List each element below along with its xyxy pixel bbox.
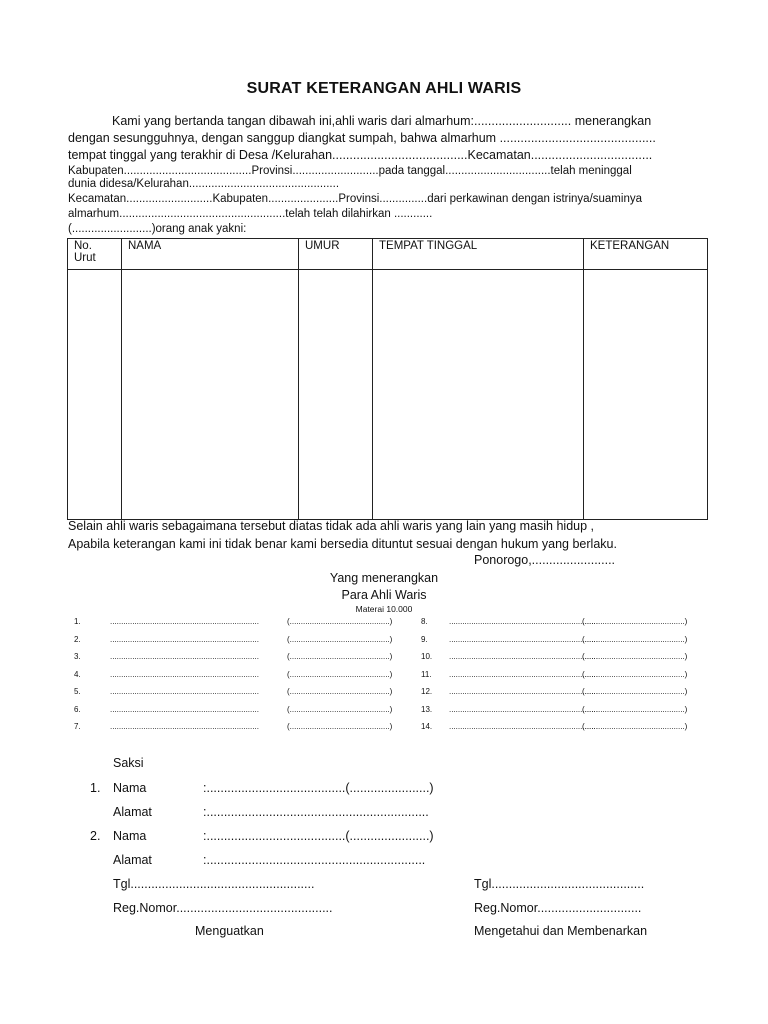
header-no-urut: No. Urut: [68, 239, 122, 270]
witness-2-nama-field[interactable]: :........................................(.......................): [203, 829, 434, 843]
witness-2-number: 2.: [90, 829, 101, 843]
intro-line-4: Kabupaten........................................Provinsi...........................pada tanggal.................................telah meninggal: [68, 165, 632, 177]
heir-number-9: 9.: [421, 634, 428, 644]
header-umur: UMUR: [299, 239, 373, 270]
heir-signature-field-2[interactable]: (.............................................): [287, 634, 393, 644]
header-nama: NAMA: [122, 239, 299, 270]
right-reg-nomor-field[interactable]: Reg.Nomor..............................: [474, 901, 642, 915]
heir-name-field-10[interactable]: ...................................................................: [449, 652, 598, 661]
heir-number-8: 8.: [421, 617, 428, 626]
heir-name-field-9[interactable]: ...................................................................: [449, 634, 598, 644]
witness-1-number: 1.: [90, 781, 101, 795]
header-tempat-tinggal: TEMPAT TINGGAL: [373, 239, 584, 270]
heir-number-14: 14.: [421, 722, 433, 731]
heir-signature-field-1[interactable]: (.............................................): [287, 617, 393, 626]
heir-signature-field-14[interactable]: (.............................................): [582, 722, 688, 731]
heir-number-5: 5.: [74, 687, 81, 696]
cell-no[interactable]: [68, 270, 122, 520]
heirs-table: [67, 238, 708, 520]
yang-menerangkan: Yang menerangkan: [329, 571, 439, 585]
cell-umur[interactable]: [299, 270, 373, 520]
menguatkan-caption: Menguatkan: [195, 924, 264, 938]
witness-1-nama-field[interactable]: :........................................(.......................): [203, 781, 434, 795]
heir-signature-field-3[interactable]: (.............................................): [287, 652, 393, 661]
intro-line-8: (.........................)orang anak yakni:: [68, 223, 247, 235]
heir-name-field-2[interactable]: ...................................................................: [110, 634, 259, 644]
table-body-row: [68, 270, 708, 520]
heir-name-field-12[interactable]: ...................................................................: [449, 687, 598, 696]
heir-name-field-3[interactable]: ...................................................................: [110, 652, 259, 661]
heir-name-field-7[interactable]: ...................................................................: [110, 722, 259, 731]
heir-name-field-1[interactable]: ...................................................................: [110, 617, 259, 626]
left-tgl-field[interactable]: Tgl.....................................................: [113, 877, 315, 891]
heir-name-field-4[interactable]: ...................................................................: [110, 669, 259, 679]
heir-number-3: 3.: [74, 652, 81, 661]
heir-number-2: 2.: [74, 634, 81, 644]
witness-1-alamat-label: Alamat: [113, 805, 152, 819]
cell-nama[interactable]: [122, 270, 299, 520]
heir-number-13: 13.: [421, 704, 433, 714]
heir-name-field-8[interactable]: ...................................................................: [449, 617, 598, 626]
heir-signature-field-10[interactable]: (.............................................): [582, 652, 688, 661]
heir-name-field-5[interactable]: ...................................................................: [110, 687, 259, 696]
materai-label: Materai 10.000: [355, 604, 413, 614]
mengetahui-caption: Mengetahui dan Membenarkan: [474, 924, 648, 938]
heir-number-4: 4.: [74, 669, 81, 679]
left-reg-nomor-field[interactable]: Reg.Nomor.............................................: [113, 901, 333, 915]
intro-line-7: almarhum....................................................telah telah dilahirkan ............: [68, 208, 433, 220]
heir-signature-field-11[interactable]: (.............................................): [582, 669, 688, 679]
intro-line-1: Kami yang bertanda tangan dibawah ini,ahli waris dari almarhum:............................ menerangkan: [112, 114, 652, 128]
heir-signature-field-8[interactable]: (.............................................): [582, 617, 688, 626]
witness-2-nama-label: Nama: [113, 829, 147, 843]
heir-signature-field-6[interactable]: (.............................................): [287, 704, 393, 714]
heir-signature-field-13[interactable]: (.............................................): [582, 704, 688, 714]
heir-name-field-13[interactable]: ...................................................................: [449, 704, 598, 714]
cell-keterangan[interactable]: [584, 270, 708, 520]
closing-line-2: Apabila keterangan kami ini tidak benar kami bersedia dituntut sesuai dengan hukum yang berlaku.: [68, 537, 617, 551]
heir-signature-field-9[interactable]: (.............................................): [582, 634, 688, 644]
witness-1-alamat-field[interactable]: :................................................................: [203, 805, 429, 819]
cell-tempat-tinggal[interactable]: [373, 270, 584, 520]
table-header-row: [68, 239, 708, 270]
heir-signature-field-7[interactable]: (.............................................): [287, 722, 393, 731]
heir-number-1: 1.: [74, 617, 81, 626]
heir-name-field-11[interactable]: ...................................................................: [449, 669, 598, 679]
heir-signature-field-12[interactable]: (.............................................): [582, 687, 688, 696]
witness-1-nama-label: Nama: [113, 781, 147, 795]
heir-number-7: 7.: [74, 722, 81, 731]
heir-signature-field-5[interactable]: (.............................................): [287, 687, 393, 696]
heir-name-field-6[interactable]: ...................................................................: [110, 704, 259, 714]
witness-2-alamat-field[interactable]: :...............................................................: [203, 853, 426, 867]
heir-signature-field-4[interactable]: (.............................................): [287, 669, 393, 679]
para-ahli-waris: Para Ahli Waris: [341, 588, 427, 602]
intro-line-6: Kecamatan...........................Kabupaten......................Provinsi...............dari perkawinan dengan istrinya/suaminya: [68, 193, 642, 205]
heir-number-6: 6.: [74, 704, 81, 714]
heir-number-12: 12.: [421, 687, 433, 696]
intro-line-2: dengan sesungguhnya, dengan sanggup diangkat sumpah, bahwa almarhum .............................................: [68, 131, 656, 145]
intro-line-3: tempat tinggal yang terakhir di Desa /Kelurahan.......................................Kecamatan...................................: [68, 148, 653, 162]
place-date: Ponorogo,........................: [474, 553, 616, 567]
heir-number-11: 11.: [421, 669, 432, 679]
heir-number-10: 10.: [421, 652, 433, 661]
right-tgl-field[interactable]: Tgl............................................: [474, 877, 645, 891]
intro-line-5: dunia didesa/Kelurahan...............................................: [68, 178, 340, 190]
witness-2-alamat-label: Alamat: [113, 853, 152, 867]
heir-name-field-14[interactable]: ...................................................................: [449, 722, 598, 731]
saksi-heading: Saksi: [113, 756, 144, 770]
header-keterangan: KETERANGAN: [584, 239, 708, 270]
document-title: SURAT KETERANGAN AHLI WARIS: [246, 80, 522, 97]
closing-line-1: Selain ahli waris sebagaimana tersebut diatas tidak ada ahli waris yang lain yang masih hidup ,: [68, 519, 595, 533]
